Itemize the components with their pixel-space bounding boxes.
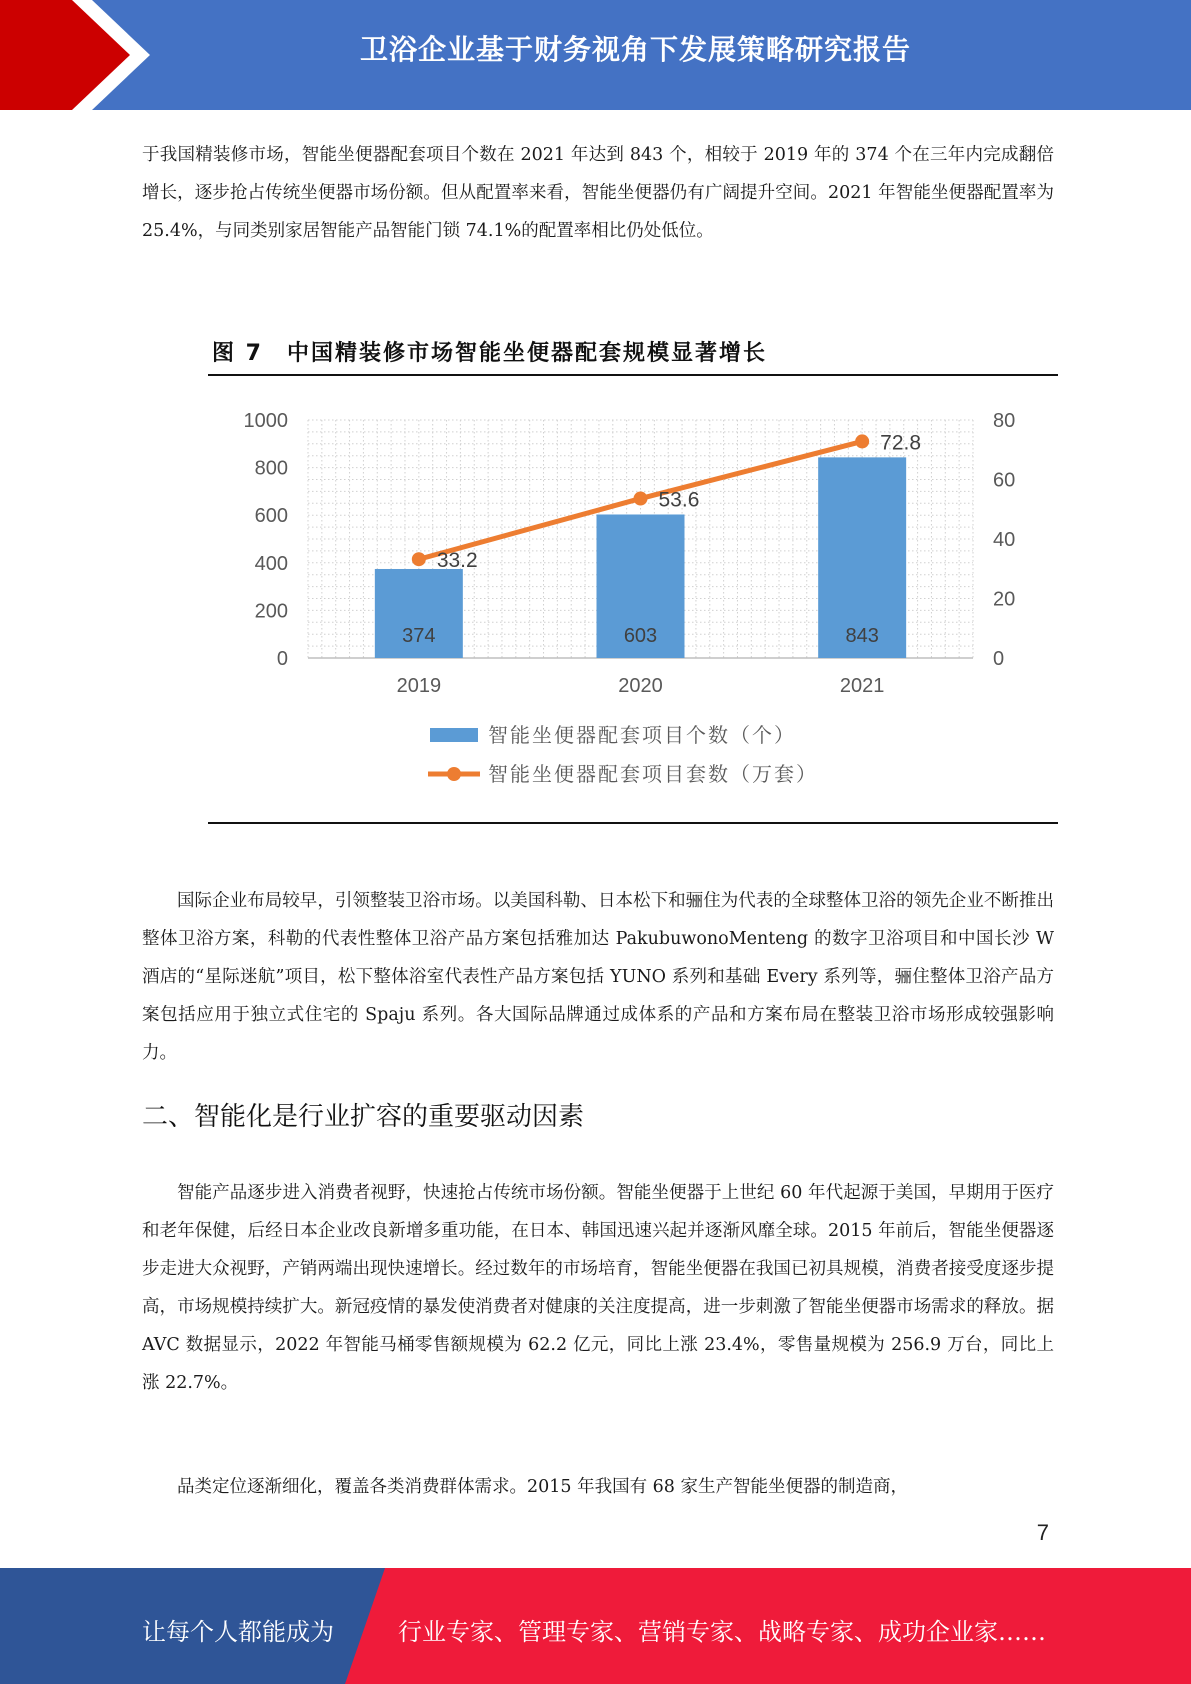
legend-marker-line [447, 767, 461, 781]
smart-paragraph-block [142, 1174, 1054, 1402]
y-right-tick-label: 20 [993, 588, 1016, 611]
section-heading: 二、智能化是行业扩容的重要驱动因素 [142, 1102, 585, 1132]
x-tick-label: 2021 [839, 675, 885, 697]
figure-title: 图 7 中国精装修市场智能坐便器配套规模显著增长 [212, 341, 767, 366]
page-number: 7 [1036, 1520, 1049, 1545]
x-tick-label: 2020 [618, 675, 663, 697]
y-left-tick-label: 800 [254, 457, 288, 480]
line-data-label: 72.8 [880, 431, 922, 455]
y-left-tick-label: 200 [254, 600, 288, 623]
bar-data-label: 843 [845, 625, 879, 647]
bar-data-label: 603 [623, 625, 658, 647]
paragraph-1: 于我国精装修市场，智能坐便器配套项目个数在 2021 年达到 843 个，相较于 2019 年的 374 个在三年内完成翻倍增长，逐步抢占传统坐便器市场份额。但从配置率来看，智能坐便器仍有广阔提升空间。2021 年智能坐便器配置率为 25.4%，与同类别家居智能产品智能门锁 74.1%的配置率相比仍处低位。 [142, 145, 1054, 241]
y-left-tick-label: 1000 [243, 410, 288, 432]
legend-label-line: 智能坐便器配套项目套数（万套） [488, 762, 818, 786]
line-data-label: 53.6 [658, 488, 700, 512]
bar-data-label: 374 [402, 625, 436, 647]
y-left-tick-label: 0 [276, 648, 288, 670]
category-paragraph-block [142, 1468, 1054, 1506]
line-point [634, 492, 648, 506]
footer-slogan-right: 行业专家、管理专家、营销专家、战略专家、成功企业家…… [398, 1618, 1046, 1646]
figure-top-rule [208, 374, 1058, 376]
paragraph-2: 国际企业布局较早，引领整装卫浴市场。以美国科勒、日本松下和骊住为代表的全球整体卫浴的领先企业不断推出整体卫浴方案，科勒的代表性整体卫浴产品方案包括雅加达 PakubuwonoMenteng 的数字卫浴项目和中国长沙 W 酒店的“星际迷航”项目，松下整体浴室代表性产品方案包括 YUNO 系列和基础 Every 系列等，骊住整体卫浴产品方案包括应用于独立式住宅的 Spaju 系列。各大国际品牌通过成体系的产品和方案布局在整装卫浴市场形成较强影响力。 [142, 891, 1054, 1063]
y-left-tick-label: 400 [254, 552, 288, 575]
x-tick-label: 2019 [396, 675, 442, 697]
line-data-label: 33.2 [436, 549, 478, 573]
intro-paragraph-block [142, 136, 1054, 250]
report-title: 卫浴企业基于财务视角下发展策略研究报告 [359, 33, 911, 66]
footer-slogan-left: 让每个人都能成为 [142, 1618, 334, 1646]
y-right-tick-label: 40 [993, 529, 1016, 551]
page-header [0, 0, 1191, 110]
legend-label-bar: 智能坐便器配套项目个数（个） [488, 723, 796, 747]
legend-swatch-bar [430, 728, 478, 742]
y-right-tick-label: 60 [993, 469, 1016, 492]
paragraph-4: 品类定位逐渐细化，覆盖各类消费群体需求。2015 年我国有 68 家生产智能坐便器的制造商， [177, 1477, 908, 1497]
intl-paragraph-block [142, 882, 1054, 1072]
line-point [412, 552, 426, 566]
y-right-tick-label: 0 [993, 648, 1005, 670]
paragraph-3: 智能产品逐步进入消费者视野，快速抢占传统市场份额。智能坐便器于上世纪 60 年代起源于美国，早期用于医疗和老年保健，后经日本企业改良新增多重功能，在日本、韩国迅速兴起并逐渐风靡全球。2015 年前后，智能坐便器逐步走进大众视野，产销两端出现快速增长。经过数年的市场培育，智能坐便器在我国已初具规模，消费者接受度逐步提高，市场规模持续扩大。新冠疫情的暴发使消费者对健康的关注度提高，进一步刺激了智能坐便器市场需求的释放。据 AVC 数据显示，2022 年智能马桶零售额规模为 62.2 亿元，同比上涨 23.4%，零售量规模为 256.9 万台，同比上涨 22.7%。 [142, 1183, 1054, 1393]
y-right-tick-label: 80 [993, 410, 1016, 432]
figure-bottom-rule [208, 822, 1058, 824]
line-point [855, 434, 869, 448]
y-left-tick-label: 600 [254, 505, 288, 528]
combo-chart [208, 400, 1058, 820]
